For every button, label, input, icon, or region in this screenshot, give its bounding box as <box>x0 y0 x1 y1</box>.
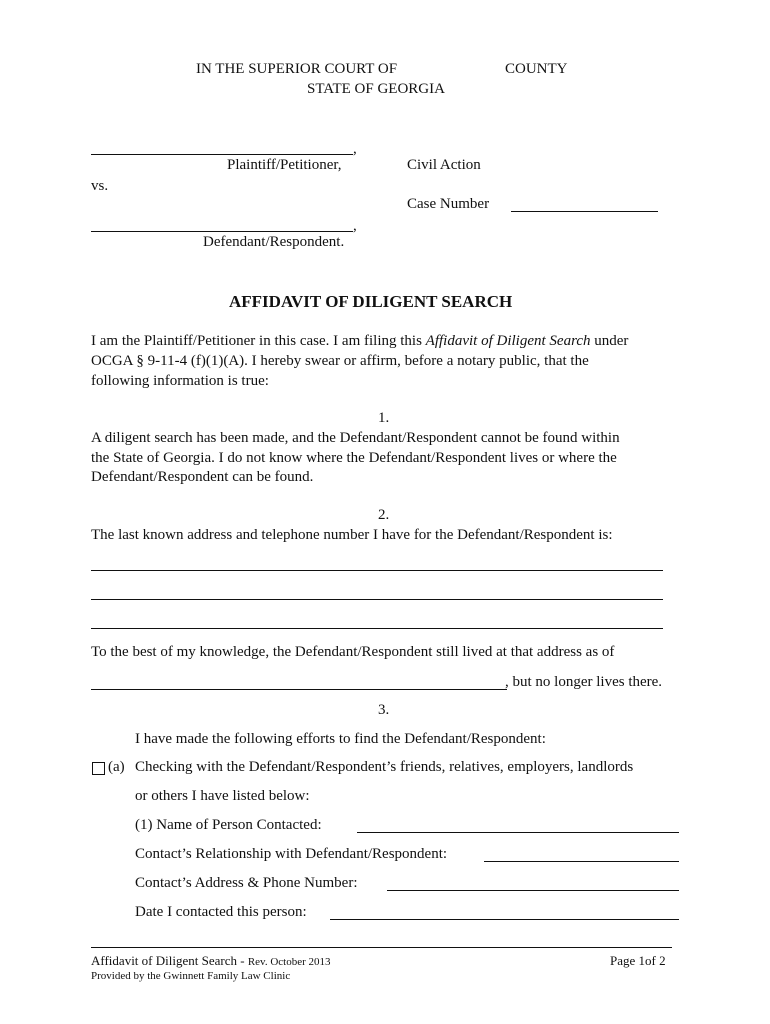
footer-revision: Rev. October 2013 <box>247 956 331 968</box>
footer-divider <box>91 947 672 948</box>
county-label: COUNTY <box>505 61 568 77</box>
footer-form-name <box>91 953 331 969</box>
last-lived-date-field[interactable] <box>91 689 507 690</box>
intro-line-3: following information is true: <box>91 373 269 389</box>
footer-form-title: Affidavit of Diligent Search - <box>91 953 248 968</box>
relationship-field[interactable] <box>484 861 679 862</box>
section-1-number: 1. <box>378 410 390 426</box>
address-line-2-field[interactable] <box>91 599 663 600</box>
state-label: STATE OF GEORGIA <box>307 81 445 97</box>
efforts-intro: I have made the following efforts to find the Defendant/Respondent: <box>135 731 546 747</box>
plaintiff-name-field[interactable] <box>91 154 353 155</box>
section-2-number: 2. <box>378 507 390 523</box>
item-a-checkbox[interactable] <box>92 762 105 775</box>
item-a-label: (a) <box>108 759 125 775</box>
case-number-field[interactable] <box>511 211 658 212</box>
plaintiff-label: Plaintiff/Petitioner, <box>227 157 342 173</box>
item-a-line-1: Checking with the Defendant/Respondent’s friends, relatives, employers, landlords <box>135 759 634 775</box>
section-1-line-1: A diligent search has been made, and the Defendant/Respondent cannot be found within <box>91 430 620 446</box>
relationship-label: Contact’s Relationship with Defendant/Respondent: <box>135 846 448 862</box>
section-1-line-2: the State of Georgia. I do not know where the Defendant/Respondent lives or where the <box>91 450 617 466</box>
section-3-number: 3. <box>378 702 390 718</box>
date-contacted-label: Date I contacted this person: <box>135 904 307 920</box>
last-known-address-prompt: The last known address and telephone number I have for the Defendant/Respondent is: <box>91 527 613 543</box>
date-contacted-field[interactable] <box>330 919 679 920</box>
section-1-line-3: Defendant/Respondent can be found. <box>91 469 314 485</box>
name-contacted-field[interactable] <box>357 832 679 833</box>
knowledge-statement: To the best of my knowledge, the Defendant/Respondent still lived at that address as of <box>91 644 615 660</box>
footer-page-number: Page 1of 2 <box>610 953 666 968</box>
footer-provided-by: Provided by the Gwinnett Family Law Clinic <box>91 970 291 982</box>
item-a-line-2: or others I have listed below: <box>135 788 310 804</box>
intro-line-1-start: I am the Plaintiff/Petitioner in this case. I am filing this <box>91 333 426 349</box>
defendant-comma: , <box>353 218 357 234</box>
address-line-1-field[interactable] <box>91 570 663 571</box>
intro-line-1-end: under <box>590 333 629 349</box>
civil-action-label: Civil Action <box>407 157 481 173</box>
intro-line-1 <box>91 333 628 350</box>
name-contacted-label: (1) Name of Person Contacted: <box>135 817 322 833</box>
plaintiff-comma: , <box>353 141 357 157</box>
intro-affidavit-italic: Affidavit of Diligent Search <box>425 333 591 349</box>
court-heading: IN THE SUPERIOR COURT OF <box>196 61 398 77</box>
address-phone-field[interactable] <box>387 890 679 891</box>
defendant-label: Defendant/Respondent. <box>203 234 345 250</box>
address-line-3-field[interactable] <box>91 628 663 629</box>
intro-line-2: OCGA § 9-11-4 (f)(1)(A). I hereby swear or affirm, before a notary public, that the <box>91 353 589 369</box>
case-number-label: Case Number <box>407 196 490 212</box>
address-phone-label: Contact’s Address & Phone Number: <box>135 875 358 891</box>
vs-label: vs. <box>91 178 109 194</box>
no-longer-lives-text: , but no longer lives there. <box>505 674 663 690</box>
document-title: AFFIDAVIT OF DILIGENT SEARCH <box>229 292 513 311</box>
defendant-name-field[interactable] <box>91 231 353 232</box>
